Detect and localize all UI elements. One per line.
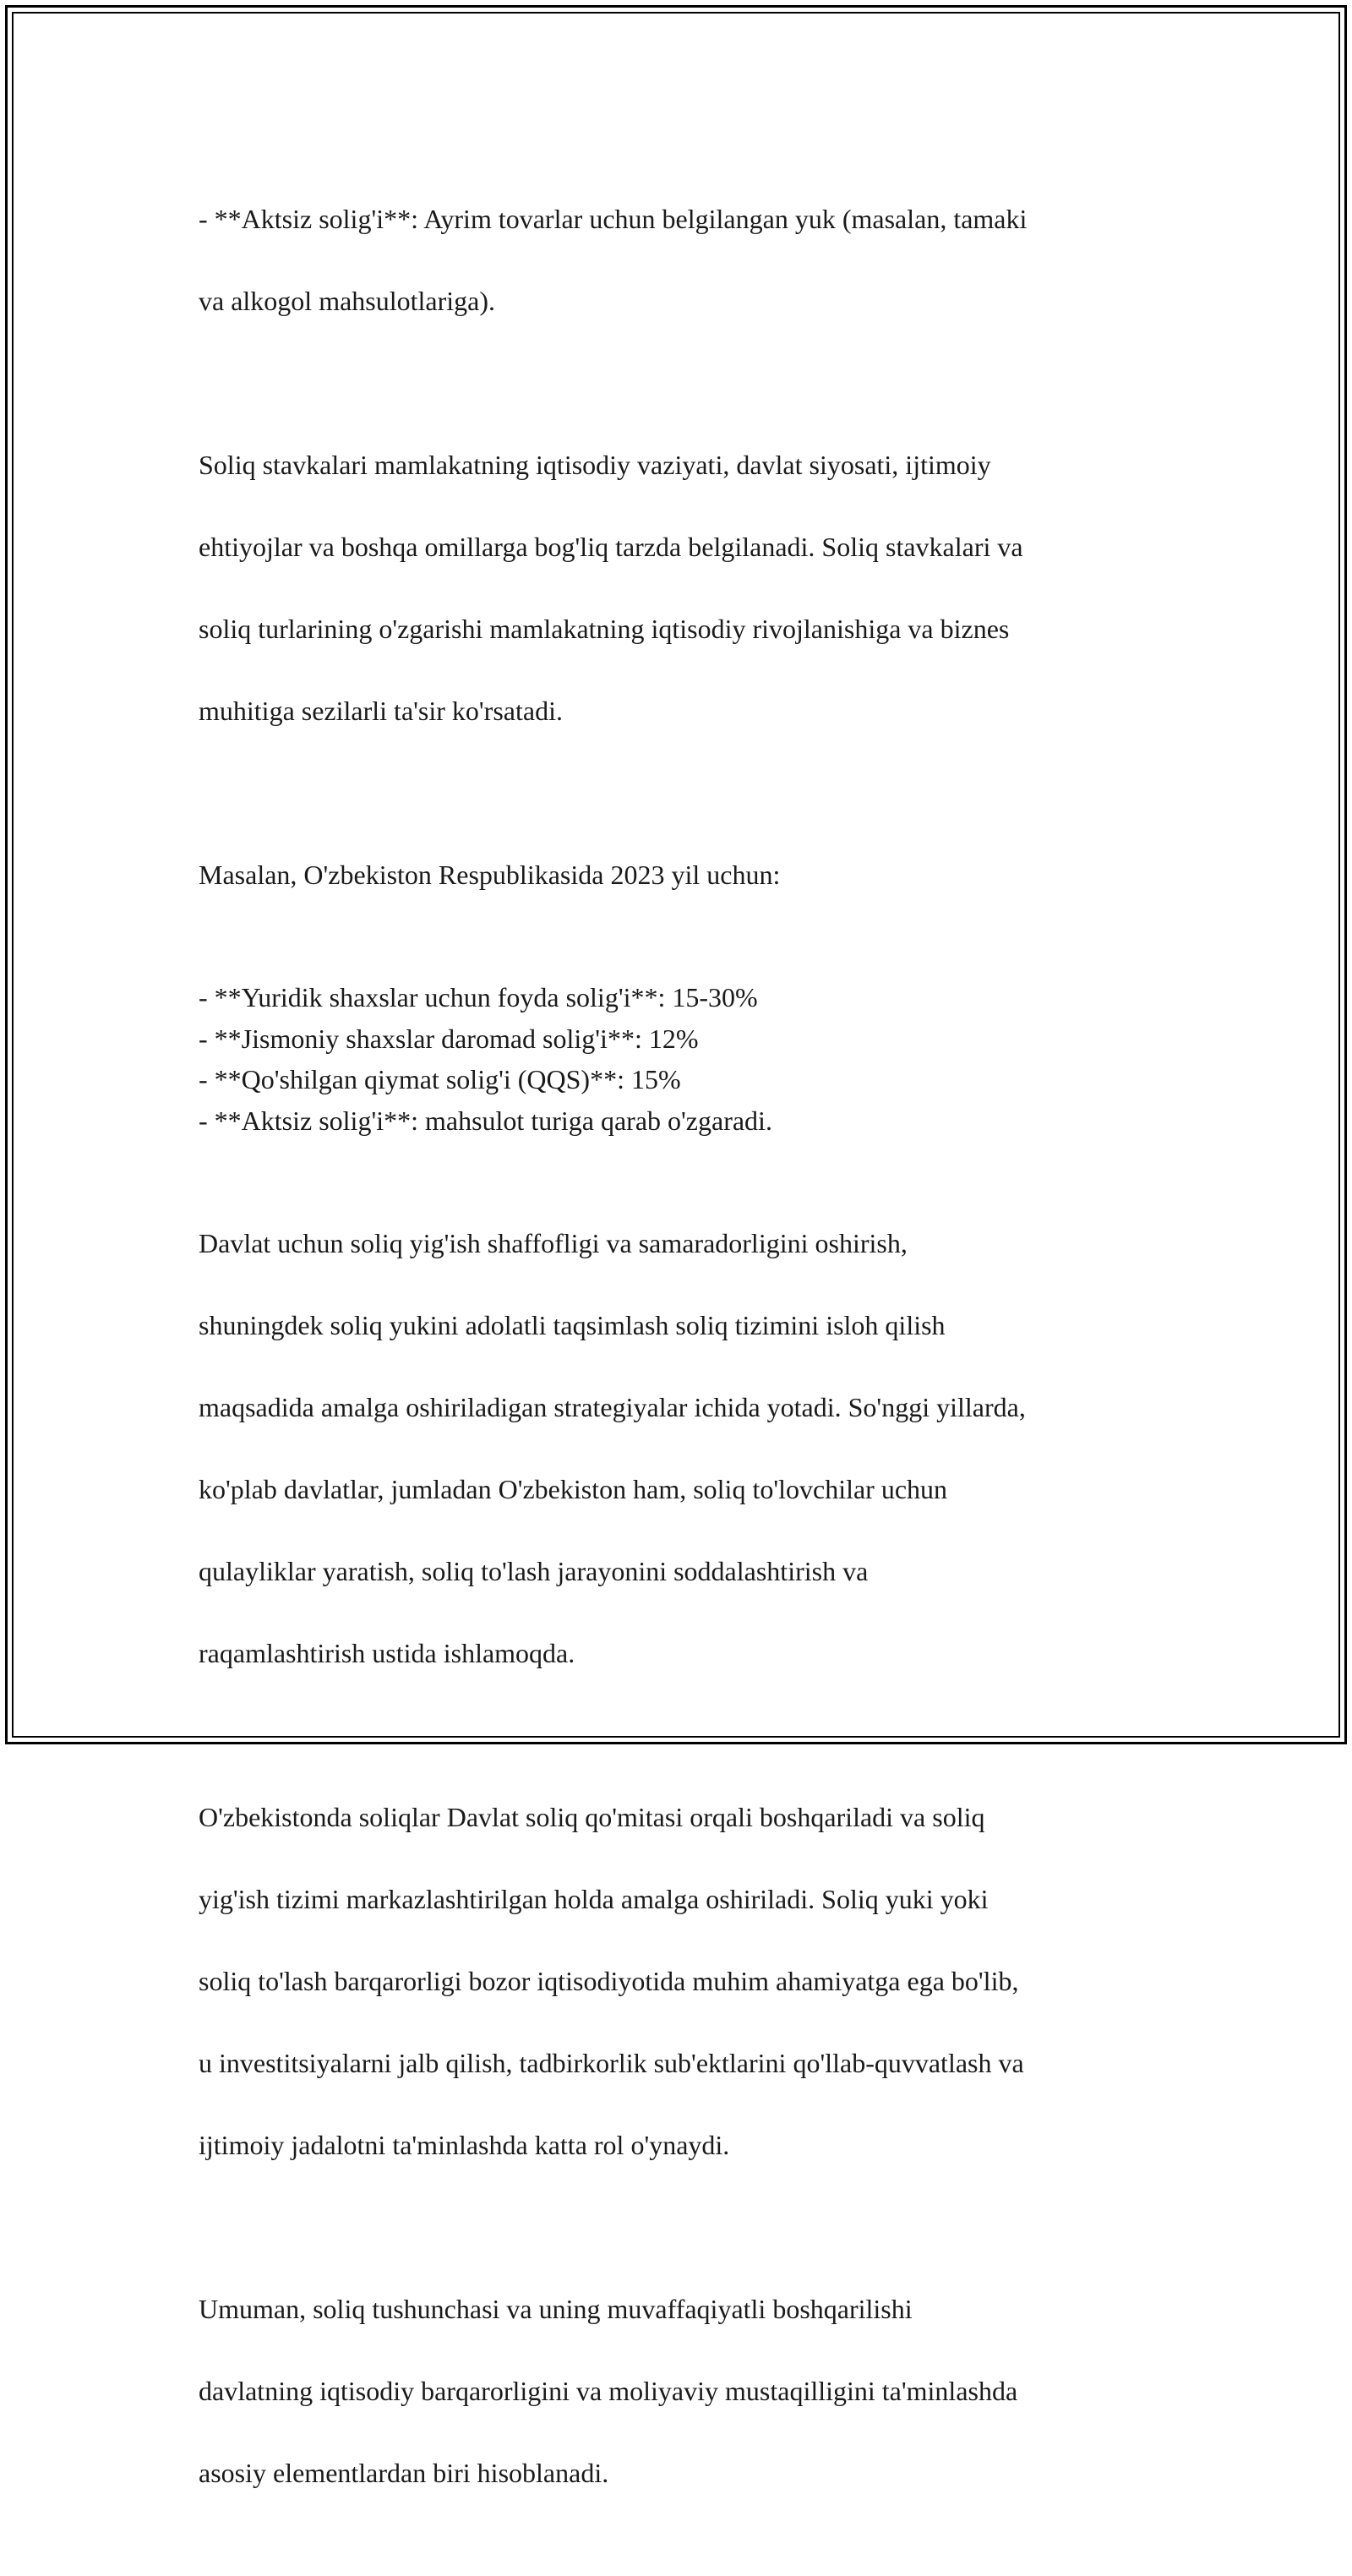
list-item: - **Qo'shilgan qiymat solig'i (QQS)**: 15% [199,1064,681,1094]
text-line: maqsadida amalga oshiriladigan strategiyalar ichida yotadi. So'nggi yillarda, [199,1392,1026,1422]
text-line: - **Aktsiz solig'i**: Ayrim tovarlar uchun belgilangan yuk (masalan, tamaki [199,203,1028,234]
text-line: soliq to'lash barqarorligi bozor iqtisodiyotida muhim ahamiyatga ega bo'lib, [199,1966,1019,1996]
text-line: qulayliklar yaratish, soliq to'lash jarayonini soddalashtirish va [199,1556,869,1586]
text-line: O'zbekistonda soliqlar Davlat soliq qo'mitasi orqali boshqariladi va soliq [199,1802,985,1832]
tax-rates-list [199,977,1162,1141]
text-line: raqamlashtirish ustida ishlamoqda. [199,1638,575,1668]
list-item: - **Yuridik shaxslar uchun foyda solig'i**: 15-30% [199,982,758,1012]
list-item: - **Jismoniy shaxslar daromad solig'i**: 12% [199,1023,699,1054]
text-line: Davlat uchun soliq yig'ish shaffofligi va samaradorligini oshirish, [199,1228,908,1258]
text-line: shuningdek soliq yukini adolatli taqsimlash soliq tizimini isloh qilish [199,1310,946,1340]
text-line: Masalan, O'zbekiston Respublikasida 2023 yil uchun: [199,859,781,890]
text-line: ehtiyojlar va boshqa omillarga bog'liq tarzda belgilanadi. Soliq stavkalari va [199,531,1023,562]
paragraph-tax-committee [199,1756,1162,2208]
text-line: Umuman, soliq tushunchasi va uning muvaffaqiyatli boshqarilishi [199,2294,913,2324]
text-line: muhitiga sezilarli ta'sir ko'rsatadi. [199,695,563,726]
text-line: asosiy elementlardan biri hisoblanadi. [199,2458,609,2488]
text-line: ijtimoiy jadalotni ta'minlashda katta rol o'ynaydi. [199,2130,730,2160]
text-line: Soliq stavkalari mamlakatning iqtisodiy vaziyati, davlat siyosati, ijtimoiy [199,449,991,480]
text-line: va alkogol mahsulotlariga). [199,285,496,316]
text-line: yig'ish tizimi markazlashtirilgan holda amalga oshiriladi. Soliq yuki yoki [199,1884,989,1914]
paragraph-example-intro [199,813,1162,936]
text-line: u investitsiyalarni jalb qilish, tadbirkorlik sub'ektlarini qo'llab-quvvatlash va [199,2048,1024,2078]
paragraph-conclusion [199,2248,1162,2535]
text-line: ko'plab davlatlar, jumladan O'zbekiston ham, soliq to'lovchilar uchun [199,1474,948,1504]
list-item: - **Aktsiz solig'i**: mahsulot turiga qarab o'zgaradi. [199,1105,772,1136]
document-body [199,157,1162,2576]
intro-list-item [199,157,1162,363]
text-line: davlatning iqtisodiy barqarorligini va moliyaviy mustaqilligini ta'minlashda [199,2376,1018,2406]
paragraph-strategy [199,1182,1162,1716]
text-line: soliq turlarining o'zgarishi mamlakatning iqtisodiy rivojlanishiga va biznes [199,613,1010,644]
paragraph-tax-rates [199,403,1162,772]
